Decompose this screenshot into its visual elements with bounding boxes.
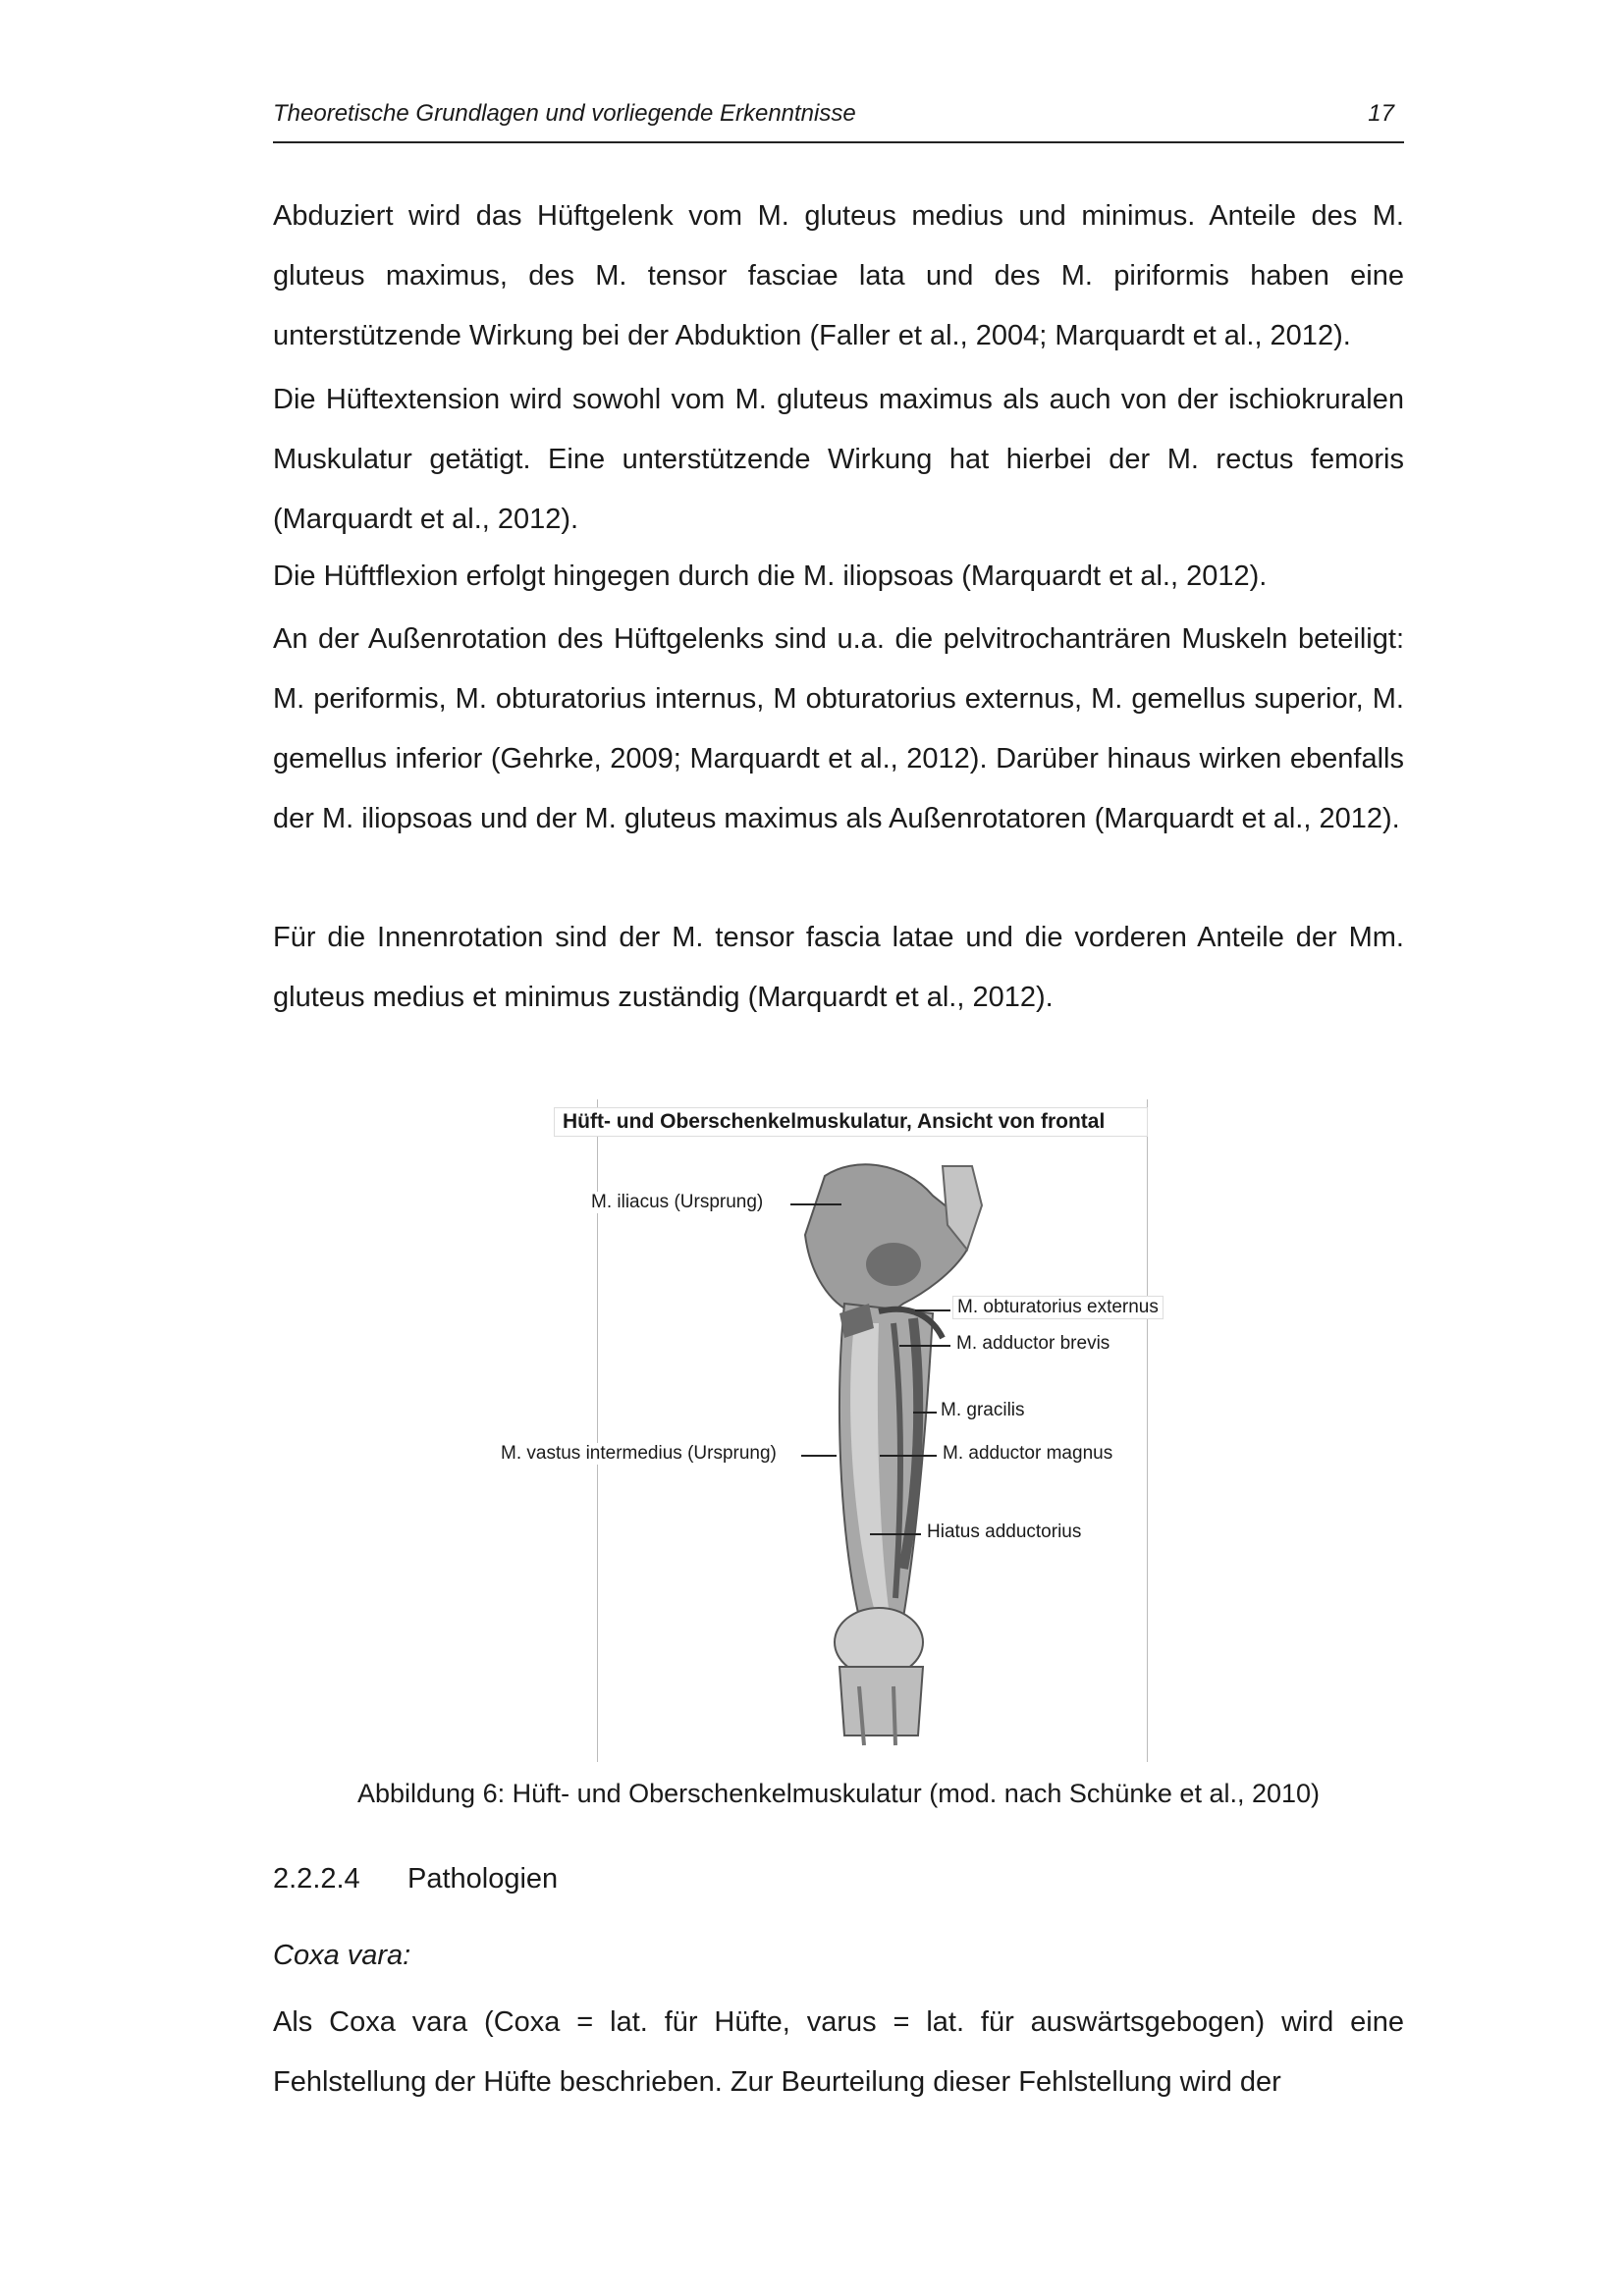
paragraph-extension: Die Hüftextension wird sowohl vom M. gluteus maximus als auch von der ischiokruralen Muskulatur getätigt. Eine unterstützende Wirkung hat hierbei der M. rectus femoris (Marquardt et al., 2012). xyxy=(273,384,1404,535)
label-obturatorius: M. obturatorius externus xyxy=(952,1296,1164,1319)
paragraph-flexion: Die Hüftflexion erfolgt hingegen durch die M. iliopsoas (Marquardt et al., 2012). xyxy=(273,561,1268,592)
anatomy-figure xyxy=(491,1099,1188,1777)
paragraph-internal-rotation: Für die Innenrotation sind der M. tensor fascia latae und die vorderen Anteile der Mm. gluteus medius et minimus zuständig (Marquardt et al., 2012). xyxy=(273,922,1404,1013)
label-vastus-intermedius: M. vastus intermedius (Ursprung) xyxy=(501,1443,777,1464)
leader-hiatus-adductorius xyxy=(870,1533,921,1535)
paragraph-coxa-vara: Als Coxa vara (Coxa = lat. für Hüfte, varus = lat. für auswärtsgebogen) wird eine Fehlstellung der Hüfte beschrieben. Zur Beurteilung dieser Fehlstellung wird der xyxy=(273,2006,1404,2098)
leader-obturatorius xyxy=(915,1309,950,1311)
section-heading xyxy=(273,1863,558,1896)
page-header xyxy=(273,96,1404,143)
subheading-coxa-vara: Coxa vara: xyxy=(273,1940,411,1971)
label-adductor-magnus: M. adductor magnus xyxy=(943,1443,1113,1464)
section-number: 2.2.2.4 xyxy=(273,1863,360,1895)
section-title: Pathologien xyxy=(407,1863,559,1895)
page-number: 17 xyxy=(1368,100,1394,127)
figure-caption: Abbildung 6: Hüft- und Oberschenkelmuskulatur (mod. nach Schünke et al., 2010) xyxy=(356,1779,1321,1808)
leader-adductor-magnus xyxy=(880,1455,937,1457)
figure-title: Hüft- und Oberschenkelmuskulatur, Ansicht von frontal xyxy=(554,1107,1148,1137)
paragraph-external-rotation: An der Außenrotation des Hüftgelenks sind u.a. die pelvitrochanträren Muskeln beteiligt: M. periformis, M. obturatorius internus, M obturatorius externus, M. gemellus superior, M. gemellus inferior (Gehrke, 2009; Marquardt et al., 2012). Darüber hinaus wirken ebenfalls der M. iliopsoas und der M. gluteus maximus als Außenrotatoren (Marquardt et al., 2012). xyxy=(273,623,1404,834)
label-iliacus: M. iliacus (Ursprung) xyxy=(591,1192,764,1212)
header-title: Theoretische Grundlagen und vorliegende Erkenntnisse xyxy=(273,100,856,127)
paragraph-abduction: Abduziert wird das Hüftgelenk vom M. gluteus medius und minimus. Anteile des M. gluteus maximus, des M. tensor fasciae lata und des M. piriformis haben eine unterstützende Wirkung bei der Abduktion (Faller et al., 2004; Marquardt et al., 2012). xyxy=(273,200,1404,351)
label-hiatus-adductorius: Hiatus adductorius xyxy=(927,1522,1082,1542)
label-adductor-brevis: M. adductor brevis xyxy=(956,1333,1110,1354)
leader-iliacus xyxy=(790,1203,841,1205)
leader-adductor-brevis xyxy=(899,1345,950,1347)
leader-vastus-intermedius xyxy=(801,1455,837,1457)
leader-gracilis xyxy=(913,1412,937,1414)
figure-border-right xyxy=(1147,1099,1148,1762)
label-gracilis: M. gracilis xyxy=(941,1400,1025,1420)
